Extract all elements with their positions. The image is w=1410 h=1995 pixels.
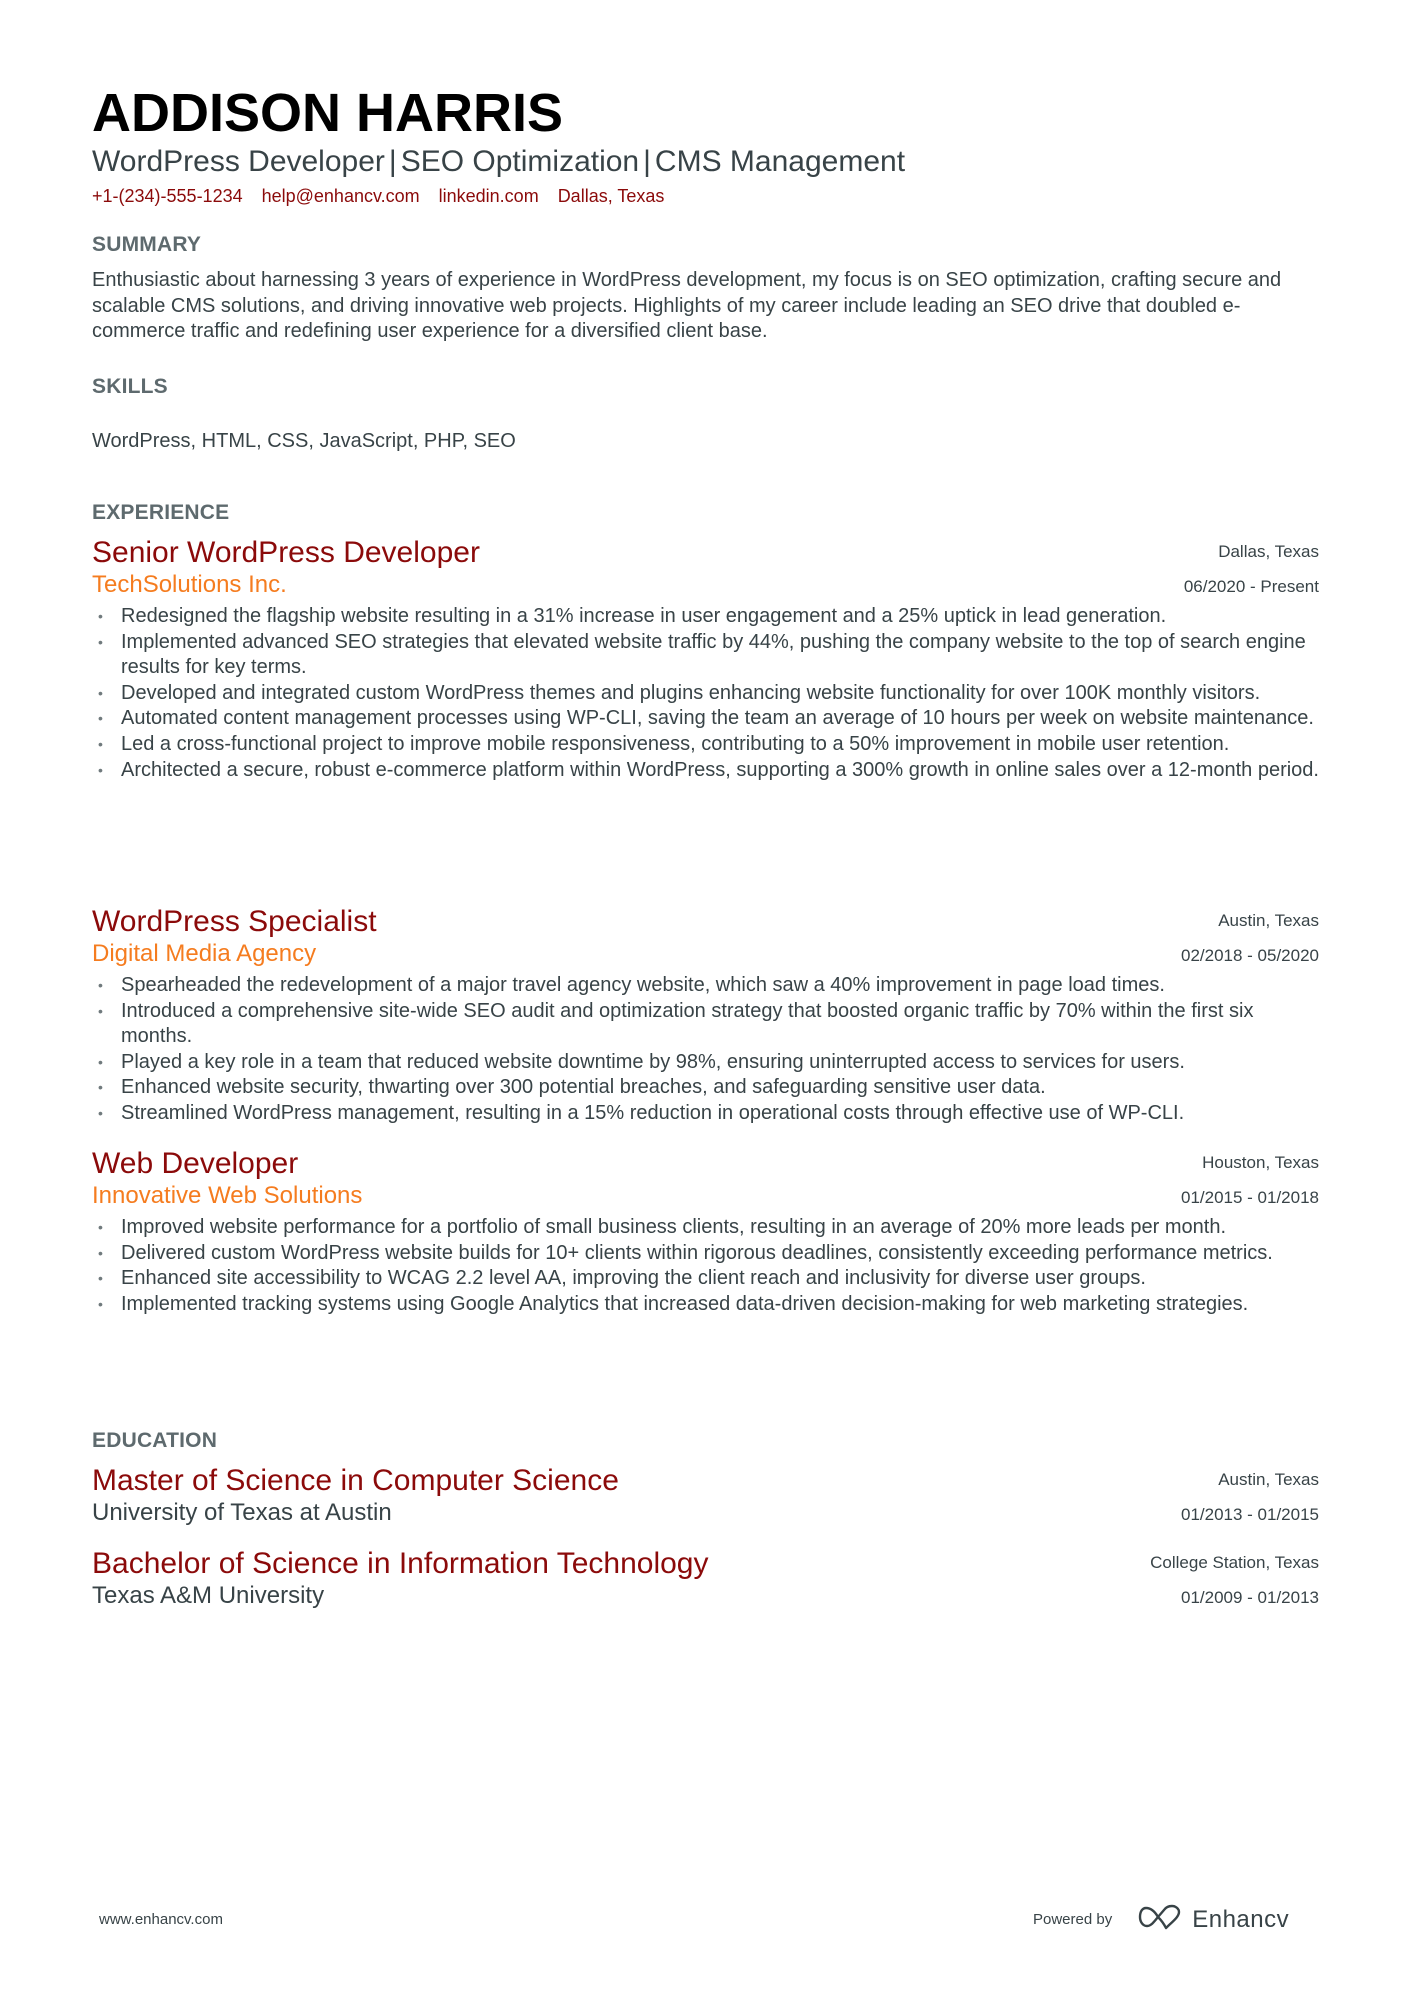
achievement-text: Automated content management processes using WP-CLI, saving the team an average of 10 hours per week on website maintenance.	[121, 707, 1314, 730]
bullet-icon: •	[98, 735, 103, 752]
bullet-icon: •	[98, 710, 103, 727]
achievement-text: Spearheaded the redevelopment of a major travel agency website, which saw a 40% improvement in page load times.	[121, 974, 1165, 996]
achievement-text: Improved website performance for a portfolio of small business clients, resulting in an average of 20% more leads per month.	[121, 1216, 1226, 1238]
education-entry	[92, 1463, 1319, 1528]
powered-by-label: Powered by	[1033, 1911, 1113, 1928]
achievement-item	[92, 1215, 1319, 1241]
bullet-icon: •	[98, 1270, 103, 1287]
achievement-item	[92, 999, 1319, 1050]
headline-skill: CMS Management	[654, 145, 906, 178]
job-location: Austin, Texas	[1218, 911, 1319, 930]
achievement-text: Implemented advanced SEO strategies that elevated website traffic by 44%, pushing the company website to the top of search engine results for key terms.	[121, 630, 1306, 679]
bullet-icon: •	[98, 977, 103, 993]
achievement-item	[92, 1101, 1319, 1127]
linkedin-link[interactable]: linkedin.com	[438, 186, 539, 206]
email-link[interactable]: help@enhancv.com	[261, 186, 420, 206]
achievement-item	[92, 706, 1319, 732]
achievement-item	[92, 1266, 1319, 1292]
job-dates: 02/2018 - 05/2020	[1180, 946, 1319, 965]
skills-heading: SKILLS	[92, 375, 168, 398]
bullet-icon: •	[98, 761, 103, 778]
school-name: University of Texas at Austin	[92, 1499, 392, 1526]
enhancv-infinity-icon	[1138, 1904, 1184, 1935]
achievement-item	[92, 1050, 1319, 1076]
achievement-text: Streamlined WordPress management, resulting in a 15% reduction in operational costs through effective use of WP-CLI.	[121, 1101, 1185, 1124]
education-dates: 01/2009 - 01/2013	[1180, 1588, 1319, 1607]
achievement-list	[92, 1215, 1319, 1317]
degree-title: Bachelor of Science in Information Technology	[92, 1547, 709, 1580]
education-heading: EDUCATION	[92, 1429, 218, 1452]
brand-name: Enhancv	[1192, 1905, 1290, 1933]
bullet-icon: •	[98, 1079, 103, 1096]
company-name: Digital Media Agency	[92, 940, 317, 967]
bullet-icon: •	[98, 1295, 103, 1312]
job-location: Houston, Texas	[1202, 1153, 1319, 1172]
achievement-item	[92, 973, 1319, 999]
summary-heading: SUMMARY	[92, 233, 202, 256]
headline	[92, 143, 905, 181]
achievement-item	[92, 758, 1319, 784]
summary-text: Enthusiastic about harnessing 3 years of experience in WordPress development, my focus is on SEO optimization, crafting secure and scalable CMS solutions, and driving innovative web projects. Highlights of my career include leading an SEO drive that doubled e-commerce traffic and redefining user experience for a diversified client base.	[92, 269, 1282, 343]
experience-entry	[92, 535, 1319, 783]
experience-entry	[92, 1146, 1319, 1317]
achievement-text: Implemented tracking systems using Google Analytics that increased data-driven decision-making for web marketing strategies.	[121, 1292, 1249, 1315]
achievement-text: Architected a secure, robust e-commerce platform within WordPress, supporting a 300% growth in online sales over a 12-month period.	[121, 758, 1319, 781]
achievement-item	[92, 1241, 1319, 1267]
skills-list: WordPress, HTML, CSS, JavaScript, PHP, SEO	[92, 430, 516, 452]
achievement-item	[92, 1292, 1319, 1318]
location: Dallas, Texas	[557, 186, 665, 206]
school-location: Austin, Texas	[1218, 1470, 1319, 1489]
bullet-icon: •	[98, 1244, 103, 1261]
headline-separator: |	[643, 145, 651, 178]
job-title: WordPress Specialist	[92, 905, 377, 938]
headline-separator: |	[388, 145, 397, 178]
achievement-item	[92, 1075, 1319, 1101]
headline-skill: SEO Optimization	[400, 145, 640, 178]
experience-entry	[92, 904, 1319, 1127]
achievement-text: Delivered custom WordPress website builds for 10+ clients within rigorous deadlines, consistently exceeding performance metrics.	[121, 1241, 1273, 1264]
bullet-icon: •	[98, 1104, 103, 1121]
achievement-text: Introduced a comprehensive site-wide SEO audit and optimization strategy that boosted organic traffic by 70% within the first six months.	[121, 999, 1254, 1048]
job-title: Web Developer	[92, 1147, 299, 1180]
company-name: TechSolutions Inc.	[92, 571, 287, 598]
achievement-item	[92, 732, 1319, 758]
candidate-name: ADDISON HARRIS	[92, 83, 564, 143]
bullet-icon: •	[98, 608, 103, 624]
bullet-icon: •	[98, 684, 103, 701]
school-name: Texas A&M University	[92, 1582, 325, 1609]
footer-website-link[interactable]: www.enhancv.com	[99, 1911, 223, 1928]
degree-title: Master of Science in Computer Science	[92, 1464, 619, 1497]
experience-heading: EXPERIENCE	[92, 501, 230, 524]
achievement-text: Enhanced site accessibility to WCAG 2.2 level AA, improving the client reach and inclusivity for diverse user groups.	[121, 1267, 1146, 1290]
job-location: Dallas, Texas	[1218, 542, 1319, 561]
achievement-item	[92, 681, 1319, 707]
phone-number[interactable]: +1-(234)-555-1234	[92, 186, 243, 206]
achievement-text: Led a cross-functional project to improve mobile responsiveness, contributing to a 50% improvement in mobile user retention.	[121, 732, 1230, 755]
achievement-text: Developed and integrated custom WordPress themes and plugins enhancing website functionality for over 100K monthly visitors.	[121, 681, 1261, 704]
job-dates: 06/2020 - Present	[1183, 577, 1319, 596]
contact-info	[92, 184, 664, 208]
achievement-item	[92, 630, 1319, 681]
job-title: Senior WordPress Developer	[92, 536, 480, 569]
achievement-list	[92, 973, 1319, 1127]
achievement-item	[92, 604, 1319, 630]
school-location: College Station, Texas	[1150, 1553, 1319, 1572]
bullet-icon: •	[98, 1219, 103, 1235]
headline-role: WordPress Developer	[92, 145, 385, 178]
bullet-icon: •	[98, 1002, 103, 1019]
achievement-text: Enhanced website security, thwarting over 300 potential breaches, and safeguarding sensitive user data.	[121, 1076, 1046, 1099]
achievement-text: Redesigned the flagship website resulting in a 31% increase in user engagement and a 25% uptick in lead generation.	[121, 605, 1167, 627]
footer-branding	[1033, 1904, 1289, 1935]
bullet-icon: •	[98, 1053, 103, 1070]
education-dates: 01/2013 - 01/2015	[1180, 1505, 1319, 1524]
company-name: Innovative Web Solutions	[92, 1182, 363, 1209]
bullet-icon: •	[98, 633, 103, 650]
achievement-text: Played a key role in a team that reduced website downtime by 98%, ensuring uninterrupted access to services for users.	[121, 1050, 1185, 1073]
job-dates: 01/2015 - 01/2018	[1180, 1188, 1319, 1207]
achievement-list	[92, 604, 1319, 783]
education-entry	[92, 1546, 1319, 1611]
enhancv-logo[interactable]	[1138, 1904, 1289, 1935]
